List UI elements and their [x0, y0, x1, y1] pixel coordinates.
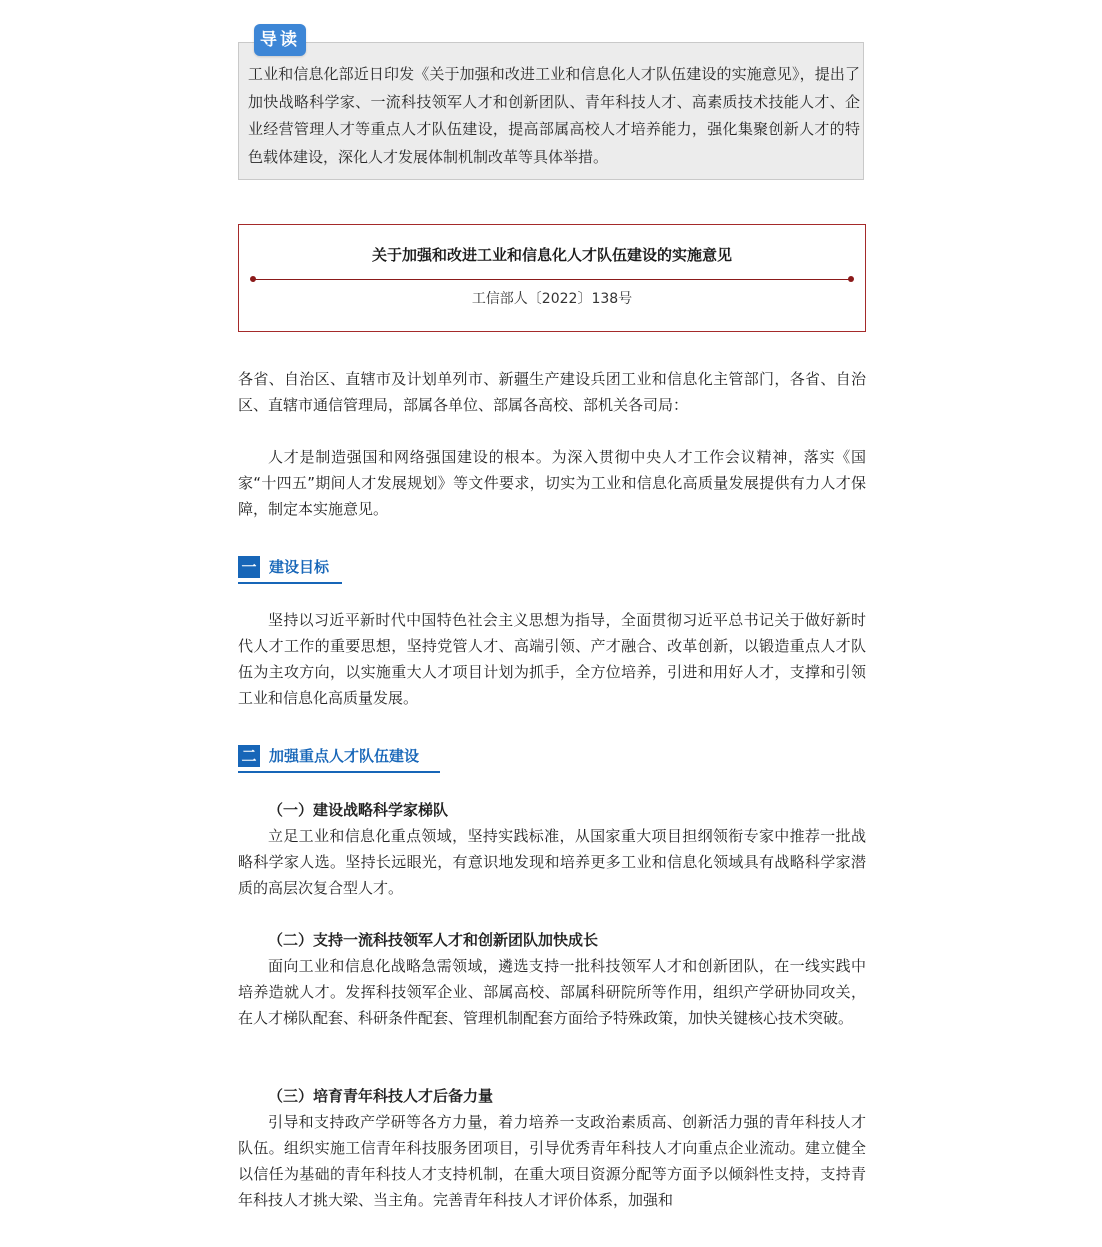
subsection-heading-2: （二）支持一流科技领军人才和创新团队加快成长: [268, 931, 599, 949]
intro-text: 工业和信息化部近日印发《关于加强和改进工业和信息化人才队伍建设的实施意见》，提出了加快战略科学家、一流科技领军人才和创新团队、青年科技人才、高素质技术技能人才、企业经营管理人才等重点人才队伍建设，提高部属高校人才培养能力，强化集聚创新人才的特色载体建设，深化人才发展体制机制改革等具体举措。: [248, 65, 860, 166]
divider-dot-left: [250, 276, 256, 282]
addressees-paragraph: 各省、自治区、直辖市及计划单列市、新疆生产建设兵团工业和信息化主管部门，各省、自治区、直辖市通信管理局，部属各单位、部属各高校、部机关各司局：: [238, 370, 866, 414]
document-header-box: [238, 224, 866, 332]
section-number-badge: 一: [238, 556, 260, 578]
preamble-paragraph: 人才是制造强国和网络强国建设的根本。为深入贯彻中央人才工作会议精神，落实《国家“十四五”期间人才发展规划》等文件要求，切实为工业和信息化高质量发展提供有力人才保障，制定本实施意见。: [238, 448, 866, 518]
intro-tag: 导读: [254, 24, 306, 56]
section-number-badge: 二: [238, 745, 260, 767]
document-title: 关于加强和改进工业和信息化人才队伍建设的实施意见: [371, 246, 732, 264]
section-underline: [238, 771, 440, 773]
subsection-2-paragraph: 面向工业和信息化战略急需领域，遴选支持一批科技领军人才和创新团队，在一线实践中培养造就人才。发挥科技领军企业、部属高校、部属科研院所等作用，组织产学研协同攻关，在人才梯队配套、科研条件配套、管理机制配套方面给予特殊政策，加快关键核心技术突破。: [238, 957, 866, 1027]
section-title: 加强重点人才队伍建设: [269, 747, 420, 765]
section-underline: [238, 582, 342, 584]
subsection-1-paragraph: 立足工业和信息化重点领域，坚持实践标准，从国家重大项目担纲领衔专家中推荐一批战略科学家人选。坚持长远眼光，有意识地发现和培养更多工业和信息化领域具有战略科学家潜质的高层次复合型人才。: [238, 827, 866, 897]
document-number: 工信部人〔2022〕138号: [471, 291, 633, 307]
subsection-heading-3: （三）培育青年科技人才后备力量: [268, 1087, 494, 1105]
subsection-3-paragraph: 引导和支持政产学研等各方力量，着力培养一支政治素质高、创新活力强的青年科技人才队伍。组织实施工信青年科技服务团项目，引导优秀青年科技人才向重点企业流动。建立健全以信任为基础的青年科技人才支持机制，在重大项目资源分配等方面予以倾斜性支持，支持青年科技人才挑大梁、当主角。完善青年科技人才评价体系，加强和: [238, 1113, 866, 1209]
section-1-paragraph: 坚持以习近平新时代中国特色社会主义思想为指导，全面贯彻习近平总书记关于做好新时代人才工作的重要思想，坚持党管人才、高端引领、产才融合、改革创新，以锻造重点人才队伍为主攻方向，以实施重大人才项目计划为抓手，全方位培养，引进和用好人才，支撑和引领工业和信息化高质量发展。: [238, 611, 866, 707]
section-title: 建设目标: [269, 558, 330, 576]
divider-dot-right: [848, 276, 854, 282]
subsection-heading-1: （一）建设战略科学家梯队: [268, 801, 449, 819]
document-divider: [253, 279, 851, 280]
